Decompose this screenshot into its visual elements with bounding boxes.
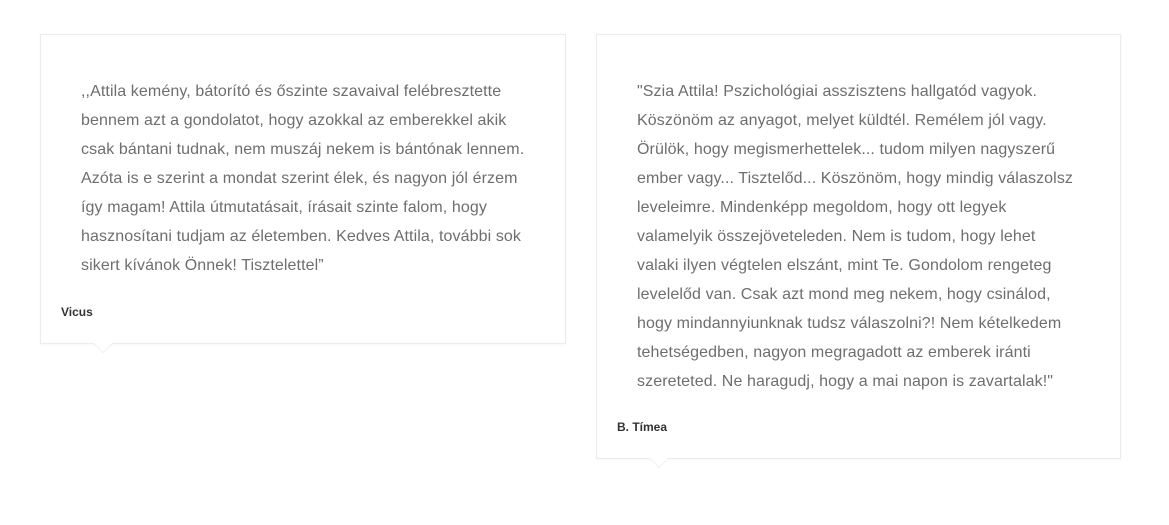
testimonial-card <box>596 34 1121 459</box>
testimonial-author: B. Tímea <box>617 420 668 434</box>
testimonial-author: Vicus <box>61 305 93 319</box>
testimonial-card <box>40 34 566 344</box>
testimonial-quote: ,,Attila kemény, bátorító és őszinte szavaival felébresztette bennem azt a gondolatot, hogy azokkal az emberekkel akik csak bántani tudnak, nem muszáj nekem is bántónak lennem. Azóta is e szerint a mondat szerint élek, és nagyon jól érzem így magam! Attila útmutatásait, írásait szinte falom, hogy hasznosítani tudjam az életemben. Kedves Attila, további sok sikert kívánok Önnek! Tisztelettel” <box>81 83 525 274</box>
testimonial-quote: "Szia Attila! Pszichológiai asszisztens hallgatód vagyok. Köszönöm az anyagot, melyet küldtél. Remélem jól vagy. Örülök, hogy megismerhettelek... tudom milyen nagyszerű ember vagy... Tisztelőd... Köszönöm, hogy mindig válaszolsz leveleimre. Mindenképp megoldom, hogy ott legyek valamelyik összejöveteleden. Nem is tudom, hogy lehet valaki ilyen végtelen elszánt, mint Te. Gondolom rengeteg levelelőd van. Csak azt mond meg nekem, hogy csinálod, hogy mindannyiunknak tudsz válaszolni?! Nem kételkedem tehetségedben, nagyon megragadott az emberek iránti szereteted. Ne haragudj, hogy a mai napon is zavartalak!" <box>637 83 1074 390</box>
